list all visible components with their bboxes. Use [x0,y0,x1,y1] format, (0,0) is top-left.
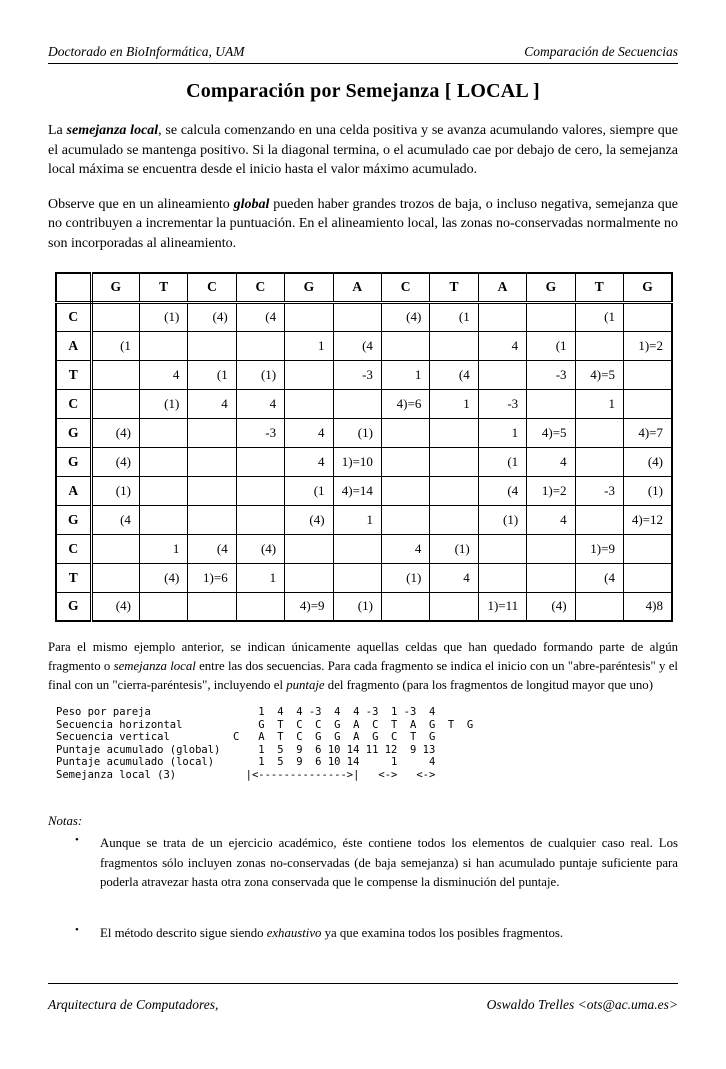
matrix-cell [381,331,429,360]
page-header [48,0,678,64]
matrix-row [56,476,672,505]
matrix-cell [623,534,672,563]
matrix-cell: (4 [478,476,526,505]
matrix-cell: 1 [381,360,429,389]
matrix-cell [381,592,429,621]
matrix-row [56,592,672,621]
matrix-row [56,534,672,563]
matrix-cell [575,418,623,447]
footer-left-text: Arquitectura de Computadores, [48,997,219,1012]
matrix-cell: 4 [188,389,236,418]
matrix-cell: 1)=10 [333,447,381,476]
text-run: Aunque se trata de un ejercicio académico, éste contiene todos los elementos de cualquier caso real. Los fragmentos sólo incluyen zonas no-conservadas (de baja semejanza) si han acumulado puntaje suficiente para poderla atravezar hasta otra zona conservada que le compense la disminución del puntaje. [100,836,678,889]
matrix-cell [575,592,623,621]
matrix-cell [430,418,478,447]
footer-right-text: Oswaldo Trelles <ots@ac.uma.es> [486,997,678,1012]
matrix-row [56,563,672,592]
matrix-cell: 4 [430,563,478,592]
text-run: El método descrito sigue siendo [100,925,267,940]
bullet-icon: • [75,923,79,936]
matrix-row [56,360,672,389]
matrix-cell: (4 [575,563,623,592]
matrix-cell: 1 [285,331,333,360]
matrix-cell [188,505,236,534]
text-run: Observe que en un alineamiento [48,196,234,212]
matrix-cell: (4) [139,563,187,592]
matrix-cell [285,389,333,418]
matrix-cell: (4) [91,418,139,447]
bullet-icon: • [75,834,79,846]
matrix-cell [333,563,381,592]
matrix-cell [381,476,429,505]
matrix-cell [623,360,672,389]
matrix-cell [188,476,236,505]
matrix-cell [188,592,236,621]
matrix-cell [188,331,236,360]
matrix-cell [430,476,478,505]
paragraph-intro [48,121,678,180]
matrix-cell: 1)=9 [575,534,623,563]
matrix-cell [285,563,333,592]
matrix-cell: 4 [139,360,187,389]
matrix-cell [236,505,284,534]
matrix-col-header: T [575,273,623,302]
matrix-cell: (4) [91,592,139,621]
paragraph-observe [48,195,678,254]
matrix-cell [333,389,381,418]
matrix-corner-cell [56,273,91,302]
matrix-cell [236,592,284,621]
matrix-col-header: C [381,273,429,302]
matrix-cell [527,302,575,331]
matrix-row-label: C [56,534,91,563]
matrix-cell: -3 [236,418,284,447]
text-run: Para el mismo ejemplo anterior, se indican únicamente aquellas celdas que han quedado formando parte de algún fragmento o [48,640,678,673]
matrix-cell [381,505,429,534]
matrix-cell [188,418,236,447]
matrix-cell [478,563,526,592]
matrix-cell: (4) [381,302,429,331]
matrix-cell: 4)8 [623,592,672,621]
matrix-row-label: C [56,302,91,331]
note-item-2 [48,924,678,944]
matrix-cell: -3 [333,360,381,389]
text-run: , se calcula comenzando en una celda positiva y se avanza acumulando valores, siempre que el acumulado se mantenga positivo. Si la diagonal termina, o el acumulado cae por debajo de cero, la semejanza local máxima se encuentra desde el inicio hasta el valor máximo acumulado. [48,123,678,177]
text-run: global [233,196,270,212]
matrix-cell: (4) [623,447,672,476]
matrix-col-header: A [478,273,526,302]
matrix-cell: (4) [188,302,236,331]
matrix-row-label: T [56,360,91,389]
matrix-col-header: G [623,273,672,302]
note-text-1 [100,834,678,893]
matrix-row [56,389,672,418]
matrix-cell [333,302,381,331]
matrix-cell: (4) [527,592,575,621]
matrix-cell: (1) [139,302,187,331]
matrix-cell: 4 [478,331,526,360]
matrix-cell [623,302,672,331]
matrix-cell: (1) [381,563,429,592]
matrix-cell: 1)=2 [623,331,672,360]
page-footer [48,983,678,1013]
matrix-cell [430,447,478,476]
similarity-matrix-table [55,272,673,622]
matrix-cell [285,534,333,563]
matrix-cell: 1 [236,563,284,592]
matrix-cell [381,418,429,447]
alignment-code-block: Peso por pareja 1 4 4 -3 4 4 -3 1 -3 4 Secuencia horizontal G T C C G A C T A G T G Secuencia vertical C A T C G G A G C T G Puntaje acumulado (global) 1 5 9 6 10 14 11 12 9 13 Puntaje acumulado (local) 1 5 9 6 10 14 1 4 Semejanza local (3) |<-------------->| <-> <-> [56,706,474,781]
matrix-cell: (1) [333,592,381,621]
matrix-col-header: G [527,273,575,302]
matrix-cell [527,534,575,563]
matrix-cell [91,302,139,331]
matrix-cell [430,592,478,621]
matrix-cell: (4) [91,447,139,476]
matrix-row-label: C [56,389,91,418]
matrix-cell [236,447,284,476]
matrix-cell [285,360,333,389]
note-item-1 [48,834,678,893]
matrix-cell: 4)=5 [527,418,575,447]
matrix-cell: 1 [139,534,187,563]
matrix-cell [285,302,333,331]
matrix-cell [236,476,284,505]
matrix-cell: (1 [91,331,139,360]
matrix-cell [91,534,139,563]
matrix-cell: -3 [527,360,575,389]
matrix-cell: (1) [333,418,381,447]
matrix-cell: 4)=9 [285,592,333,621]
matrix-row [56,331,672,360]
matrix-cell: -3 [575,476,623,505]
matrix-cell [623,389,672,418]
matrix-row [56,302,672,331]
text-run: pueden haber grandes trozos de baja, o incluso negativa, semejanza que no contribuyen a incrementar la puntuación. En el alineamiento local, las zonas no-conservadas normalmente no son incorporadas al alineamiento. [48,196,678,251]
matrix-cell: 1 [478,418,526,447]
matrix-cell: 4 [527,505,575,534]
matrix-cell: (1 [430,302,478,331]
matrix-row [56,505,672,534]
matrix-cell [139,331,187,360]
matrix-cell [381,447,429,476]
matrix-header-row [56,273,672,302]
matrix-cell: (1) [623,476,672,505]
matrix-cell: (1 [285,476,333,505]
text-run: La [48,123,67,138]
matrix-cell [139,505,187,534]
matrix-cell: 1 [575,389,623,418]
matrix-cell: 4 [381,534,429,563]
matrix-cell [333,534,381,563]
matrix-cell: (1 [527,331,575,360]
matrix-cell [139,476,187,505]
matrix-row-label: A [56,331,91,360]
matrix-cell: (1) [236,360,284,389]
matrix-cell: 4)=12 [623,505,672,534]
matrix-col-header: C [188,273,236,302]
text-run: semejanza local [113,659,196,673]
matrix-cell: 1 [430,389,478,418]
matrix-col-header: T [430,273,478,302]
matrix-cell: 1)=2 [527,476,575,505]
matrix-col-header: A [333,273,381,302]
matrix-cell [478,534,526,563]
matrix-cell: 1 [333,505,381,534]
matrix-cell [575,447,623,476]
matrix-cell: 4 [285,447,333,476]
matrix-cell [139,418,187,447]
matrix-col-header: G [91,273,139,302]
matrix-cell: 4)=14 [333,476,381,505]
matrix-cell: 1)=6 [188,563,236,592]
matrix-cell [91,360,139,389]
text-run: exhaustivo [266,925,322,940]
matrix-row-label: G [56,447,91,476]
matrix-row-label: T [56,563,91,592]
matrix-cell: (4) [285,505,333,534]
matrix-cell [139,592,187,621]
paragraph-below-table [48,638,678,695]
matrix-cell [236,331,284,360]
matrix-cell: (4 [236,302,284,331]
matrix-cell [478,360,526,389]
matrix-cell [139,447,187,476]
matrix-row [56,447,672,476]
matrix-cell [575,505,623,534]
matrix-cell: (1 [478,447,526,476]
header-right-text: Comparación de Secuencias [524,44,678,59]
matrix-cell: 4 [236,389,284,418]
matrix-col-header: T [139,273,187,302]
matrix-cell [188,447,236,476]
matrix-cell [478,302,526,331]
matrix-cell [91,389,139,418]
matrix-cell: (1) [139,389,187,418]
text-run: semejanza local [66,123,159,138]
matrix-cell: (1) [430,534,478,563]
matrix-col-header: G [285,273,333,302]
matrix-cell: (4 [333,331,381,360]
matrix-cell: 4)=5 [575,360,623,389]
matrix-cell: 4 [527,447,575,476]
matrix-row-label: A [56,476,91,505]
matrix-cell [527,389,575,418]
text-run: puntaje [286,678,325,692]
matrix-cell: 4)=6 [381,389,429,418]
matrix-cell [430,505,478,534]
matrix-row [56,418,672,447]
matrix-cell: (1) [478,505,526,534]
notes-label: Notas: [48,814,83,828]
matrix-cell [91,563,139,592]
matrix-cell: (1) [91,476,139,505]
matrix-cell: (4 [188,534,236,563]
matrix-body [56,302,672,621]
matrix-row-label: G [56,505,91,534]
matrix-cell: (1 [188,360,236,389]
matrix-cell: (4 [91,505,139,534]
matrix-cell: 4)=7 [623,418,672,447]
matrix-cell: 4 [285,418,333,447]
page-title: Comparación por Semejanza [ LOCAL ] [186,80,540,102]
matrix-cell [430,331,478,360]
matrix-row-label: G [56,592,91,621]
matrix-cell: -3 [478,389,526,418]
matrix-cell: 1)=11 [478,592,526,621]
matrix-cell [527,563,575,592]
matrix-cell: (1 [575,302,623,331]
text-run: ya que examina todos los posibles fragmentos. [321,925,564,940]
matrix-cell [575,331,623,360]
matrix-cell: (4 [430,360,478,389]
text-run: del fragmento (para los fragmentos de longitud mayor que uno) [324,678,653,692]
text-run: entre las dos secuencias. Para cada fragmento se indica el inicio con un "abre-paréntesis" y el final con un "cierra-paréntesis", incluyendo el [48,659,678,692]
notes-section [48,814,678,943]
matrix-cell: (4) [236,534,284,563]
matrix-cell [623,563,672,592]
matrix-col-header: C [236,273,284,302]
header-left-text: Doctorado en BioInformática, UAM [48,44,245,59]
matrix-row-label: G [56,418,91,447]
note-text-2 [100,924,678,944]
